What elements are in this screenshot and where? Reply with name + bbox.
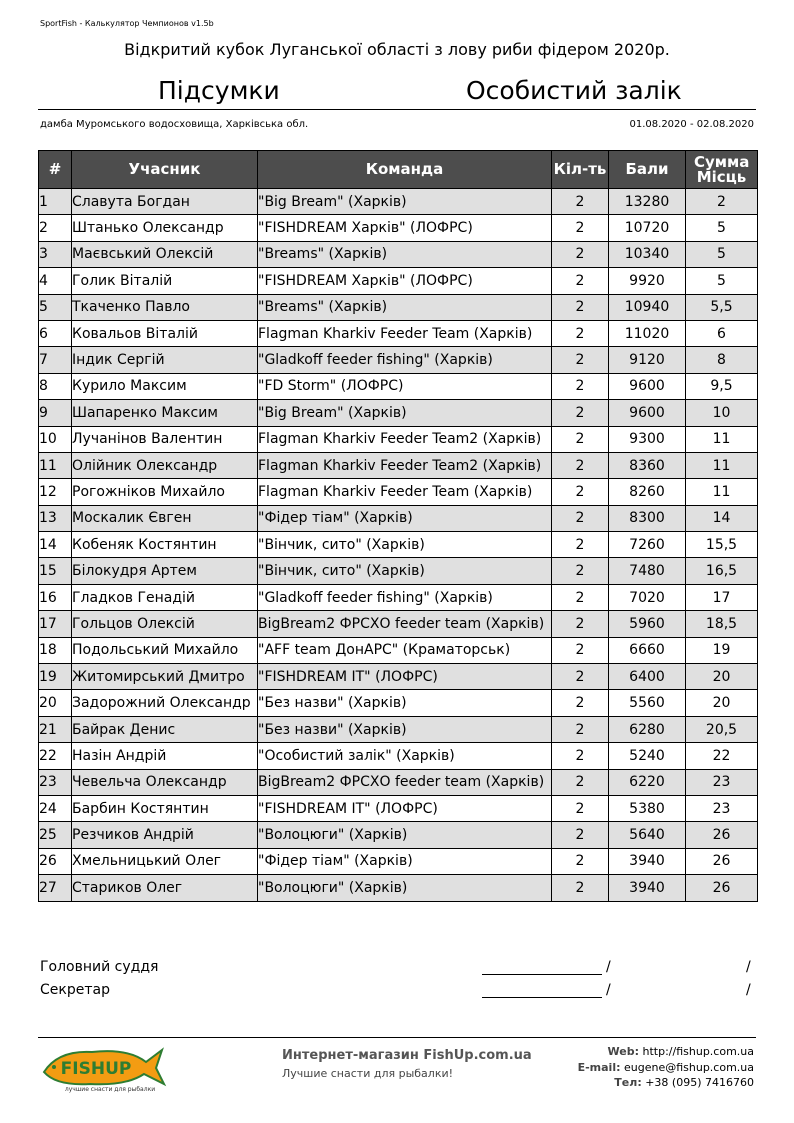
- cell-points: 5560: [609, 690, 686, 716]
- table-row: [39, 373, 758, 399]
- cell-participant: Житомирський Дмитро: [72, 664, 258, 690]
- cell-place-sum: 5: [686, 268, 758, 294]
- table-row: [39, 505, 758, 531]
- cell-team: "Big Bream" (Харків): [258, 400, 552, 426]
- cell-points: 6400: [609, 664, 686, 690]
- fish-icon: [38, 1042, 168, 1094]
- cell-count: 2: [552, 611, 609, 637]
- cell-count: 2: [552, 320, 609, 346]
- cell-participant: Москалик Євген: [72, 505, 258, 531]
- web-link[interactable]: http://fishup.com.ua: [642, 1045, 754, 1058]
- cell-number: 24: [39, 795, 72, 821]
- cell-participant: Голик Віталій: [72, 268, 258, 294]
- fishup-logo: [38, 1042, 168, 1094]
- cell-count: 2: [552, 268, 609, 294]
- cell-participant: Індик Сергій: [72, 347, 258, 373]
- cell-team: "FISHDREAM IT" (ЛОФРС): [258, 664, 552, 690]
- cell-participant: Стариков Олег: [72, 875, 258, 901]
- table-row: [39, 822, 758, 848]
- cell-count: 2: [552, 373, 609, 399]
- web-label: Web:: [607, 1045, 640, 1058]
- cell-place-sum: 19: [686, 637, 758, 663]
- cell-participant: Чевельча Олександр: [72, 769, 258, 795]
- cell-participant: Курило Максим: [72, 373, 258, 399]
- cell-place-sum: 10: [686, 400, 758, 426]
- venue: дамба Муромського водосховища, Харківська обл.: [40, 119, 309, 130]
- cell-participant: Славута Богдан: [72, 189, 258, 215]
- cell-team: "Вінчик, сито" (Харків): [258, 558, 552, 584]
- cell-number: 5: [39, 294, 72, 320]
- cell-number: 15: [39, 558, 72, 584]
- cell-points: 9920: [609, 268, 686, 294]
- cell-count: 2: [552, 743, 609, 769]
- phone-number: +38 (095) 7416760: [645, 1076, 754, 1089]
- table-row: [39, 848, 758, 874]
- cell-team: "Gladkoff feeder fishing" (Харків): [258, 347, 552, 373]
- cell-number: 27: [39, 875, 72, 901]
- cell-participant: Кобеняк Костянтин: [72, 532, 258, 558]
- cell-team: "Без назви" (Харків): [258, 716, 552, 742]
- cell-team: "Без назви" (Харків): [258, 690, 552, 716]
- table-row: [39, 347, 758, 373]
- cell-place-sum: 20: [686, 664, 758, 690]
- cell-number: 13: [39, 505, 72, 531]
- cell-team: Flagman Kharkiv Feeder Team (Харків): [258, 320, 552, 346]
- cell-points: 13280: [609, 189, 686, 215]
- table-row: [39, 584, 758, 610]
- svg-text:лучшие снасти для рыбалки: лучшие снасти для рыбалки: [64, 1086, 156, 1093]
- table-row: [39, 637, 758, 663]
- cell-place-sum: 26: [686, 822, 758, 848]
- cell-points: 5240: [609, 743, 686, 769]
- cell-count: 2: [552, 664, 609, 690]
- table-row: [39, 769, 758, 795]
- cell-team: "FD Storm" (ЛОФРС): [258, 373, 552, 399]
- cell-team: "Gladkoff feeder fishing" (Харків): [258, 584, 552, 610]
- table-row: [39, 189, 758, 215]
- cell-participant: Задорожний Олександр: [72, 690, 258, 716]
- cell-points: 3940: [609, 875, 686, 901]
- cell-team: "Breams" (Харків): [258, 294, 552, 320]
- cell-place-sum: 17: [686, 584, 758, 610]
- cell-participant: Білокудря Артем: [72, 558, 258, 584]
- cell-team: BigBream2 ФРСХО feeder team (Харків): [258, 611, 552, 637]
- cell-points: 3940: [609, 848, 686, 874]
- cell-participant: Ковальов Віталій: [72, 320, 258, 346]
- table-row: [39, 320, 758, 346]
- cell-number: 26: [39, 848, 72, 874]
- col-header-points: Бали: [609, 151, 686, 189]
- cell-number: 16: [39, 584, 72, 610]
- cell-number: 10: [39, 426, 72, 452]
- app-version: SportFish - Калькулятор Чемпионов v1.5b: [40, 19, 214, 28]
- cell-count: 2: [552, 848, 609, 874]
- cell-points: 7480: [609, 558, 686, 584]
- cell-participant: Олійник Олександр: [72, 452, 258, 478]
- cell-count: 2: [552, 479, 609, 505]
- cell-participant: Гладков Генадій: [72, 584, 258, 610]
- cell-place-sum: 11: [686, 426, 758, 452]
- cell-place-sum: 11: [686, 479, 758, 505]
- table-row: [39, 611, 758, 637]
- cell-place-sum: 5: [686, 241, 758, 267]
- results-body: [39, 189, 758, 902]
- contacts-block: [578, 1044, 754, 1091]
- cell-participant: Штанько Олександр: [72, 215, 258, 241]
- svg-text:FISHUP: FISHUP: [60, 1059, 132, 1079]
- table-row: [39, 716, 758, 742]
- mode-title: Особистий залік: [466, 76, 682, 105]
- cell-number: 14: [39, 532, 72, 558]
- table-row: [39, 558, 758, 584]
- cell-place-sum: 11: [686, 452, 758, 478]
- cell-number: 3: [39, 241, 72, 267]
- cell-points: 8360: [609, 452, 686, 478]
- cell-participant: Резчиков Андрій: [72, 822, 258, 848]
- judge-slash-2: /: [746, 959, 751, 975]
- cell-place-sum: 5,5: [686, 294, 758, 320]
- secretary-signature-line: [482, 997, 602, 998]
- cell-points: 9300: [609, 426, 686, 452]
- cell-points: 9120: [609, 347, 686, 373]
- cell-team: Flagman Kharkiv Feeder Team2 (Харків): [258, 452, 552, 478]
- cell-place-sum: 16,5: [686, 558, 758, 584]
- cell-points: 6220: [609, 769, 686, 795]
- cell-count: 2: [552, 558, 609, 584]
- cell-count: 2: [552, 875, 609, 901]
- cell-team: "Волоцюги" (Харків): [258, 875, 552, 901]
- cell-team: "FISHDREAM Харків" (ЛОФРС): [258, 215, 552, 241]
- cell-participant: Хмельницький Олег: [72, 848, 258, 874]
- event-dates: 01.08.2020 - 02.08.2020: [629, 119, 754, 130]
- cup-title: Відкритий кубок Луганської області з лову риби фідером 2020р.: [124, 40, 670, 59]
- cell-points: 5640: [609, 822, 686, 848]
- cell-participant: Назін Андрій: [72, 743, 258, 769]
- cell-team: "Особистий залік" (Харків): [258, 743, 552, 769]
- col-header-count: Кіл-ть: [552, 151, 609, 189]
- table-row: [39, 400, 758, 426]
- table-row: [39, 294, 758, 320]
- cell-points: 5960: [609, 611, 686, 637]
- cell-number: 2: [39, 215, 72, 241]
- cell-points: 9600: [609, 373, 686, 399]
- cell-count: 2: [552, 690, 609, 716]
- cell-count: 2: [552, 215, 609, 241]
- cell-number: 25: [39, 822, 72, 848]
- judge-slash-1: /: [606, 959, 611, 975]
- cell-team: "Big Bream" (Харків): [258, 189, 552, 215]
- cell-place-sum: 22: [686, 743, 758, 769]
- cell-number: 18: [39, 637, 72, 663]
- cell-number: 1: [39, 189, 72, 215]
- cell-place-sum: 2: [686, 189, 758, 215]
- cell-points: 8260: [609, 479, 686, 505]
- cell-place-sum: 9,5: [686, 373, 758, 399]
- cell-number: 7: [39, 347, 72, 373]
- cell-points: 10340: [609, 241, 686, 267]
- cell-count: 2: [552, 637, 609, 663]
- cell-team: "Вінчик, сито" (Харків): [258, 532, 552, 558]
- cell-number: 20: [39, 690, 72, 716]
- cell-number: 8: [39, 373, 72, 399]
- tel-label: Тел:: [614, 1076, 642, 1089]
- table-row: [39, 241, 758, 267]
- cell-number: 19: [39, 664, 72, 690]
- cell-place-sum: 8: [686, 347, 758, 373]
- table-row: [39, 532, 758, 558]
- cell-points: 6660: [609, 637, 686, 663]
- col-header-participant: Учасник: [72, 151, 258, 189]
- cell-participant: Ткаченко Павло: [72, 294, 258, 320]
- cell-participant: Подольський Михайло: [72, 637, 258, 663]
- table-row: [39, 215, 758, 241]
- results-table: [38, 150, 758, 902]
- cell-points: 7260: [609, 532, 686, 558]
- cell-number: 21: [39, 716, 72, 742]
- cell-number: 11: [39, 452, 72, 478]
- cell-participant: Лучанінов Валентин: [72, 426, 258, 452]
- cell-team: "FISHDREAM Харків" (ЛОФРС): [258, 268, 552, 294]
- cell-team: Flagman Kharkiv Feeder Team (Харків): [258, 479, 552, 505]
- cell-number: 17: [39, 611, 72, 637]
- cell-participant: Байрак Денис: [72, 716, 258, 742]
- table-row: [39, 426, 758, 452]
- shop-name: Интернет-магазин FishUp.com.ua: [282, 1048, 532, 1063]
- cell-count: 2: [552, 716, 609, 742]
- table-row: [39, 452, 758, 478]
- secretary-slash-2: /: [746, 982, 751, 998]
- cell-number: 9: [39, 400, 72, 426]
- cell-team: "AFF team ДонАРС" (Краматорськ): [258, 637, 552, 663]
- section-title: Підсумки: [158, 76, 280, 105]
- cell-place-sum: 20: [686, 690, 758, 716]
- cell-points: 9600: [609, 400, 686, 426]
- table-row: [39, 795, 758, 821]
- cell-points: 5380: [609, 795, 686, 821]
- table-row: [39, 875, 758, 901]
- cell-count: 2: [552, 241, 609, 267]
- cell-points: 7020: [609, 584, 686, 610]
- cell-number: 12: [39, 479, 72, 505]
- cell-place-sum: 23: [686, 795, 758, 821]
- cell-place-sum: 6: [686, 320, 758, 346]
- email-link[interactable]: eugene@fishup.com.ua: [623, 1060, 754, 1074]
- cell-place-sum: 5: [686, 215, 758, 241]
- cell-number: 6: [39, 320, 72, 346]
- cell-place-sum: 23: [686, 769, 758, 795]
- col-header-number: #: [39, 151, 72, 189]
- table-row: [39, 479, 758, 505]
- cell-place-sum: 20,5: [686, 716, 758, 742]
- col-header-team: Команда: [258, 151, 552, 189]
- cell-count: 2: [552, 426, 609, 452]
- header-divider: [38, 109, 756, 110]
- cell-points: 6280: [609, 716, 686, 742]
- cell-count: 2: [552, 347, 609, 373]
- cell-points: 10940: [609, 294, 686, 320]
- cell-team: Flagman Kharkiv Feeder Team2 (Харків): [258, 426, 552, 452]
- judge-signature-line: [482, 974, 602, 975]
- cell-count: 2: [552, 795, 609, 821]
- cell-number: 23: [39, 769, 72, 795]
- cell-number: 22: [39, 743, 72, 769]
- table-row: [39, 664, 758, 690]
- cell-participant: Гольцов Олексій: [72, 611, 258, 637]
- table-row: [39, 743, 758, 769]
- cell-place-sum: 15,5: [686, 532, 758, 558]
- secretary-label: Секретар: [40, 982, 110, 998]
- cell-participant: Шапаренко Максим: [72, 400, 258, 426]
- cell-count: 2: [552, 769, 609, 795]
- cell-count: 2: [552, 294, 609, 320]
- col-header-place-sum: Сумма Місць: [686, 151, 758, 189]
- cell-points: 10720: [609, 215, 686, 241]
- table-row: [39, 690, 758, 716]
- cell-team: "FISHDREAM IT" (ЛОФРС): [258, 795, 552, 821]
- cell-team: BigBream2 ФРСХО feeder team (Харків): [258, 769, 552, 795]
- cell-team: "Фідер тіам" (Харків): [258, 848, 552, 874]
- cell-participant: Барбин Костянтин: [72, 795, 258, 821]
- cell-team: "Breams" (Харків): [258, 241, 552, 267]
- cell-participant: Рогожніков Михайло: [72, 479, 258, 505]
- cell-place-sum: 26: [686, 848, 758, 874]
- cell-participant: Маєвський Олексій: [72, 241, 258, 267]
- table-header-row: [39, 151, 758, 189]
- secretary-slash-1: /: [606, 982, 611, 998]
- cell-count: 2: [552, 532, 609, 558]
- cell-count: 2: [552, 822, 609, 848]
- cell-place-sum: 26: [686, 875, 758, 901]
- cell-count: 2: [552, 400, 609, 426]
- cell-count: 2: [552, 584, 609, 610]
- cell-count: 2: [552, 452, 609, 478]
- cell-count: 2: [552, 189, 609, 215]
- cell-team: "Волоцюги" (Харків): [258, 822, 552, 848]
- email-label: E-mail:: [577, 1060, 621, 1074]
- cell-place-sum: 14: [686, 505, 758, 531]
- cell-count: 2: [552, 505, 609, 531]
- footer-divider: [38, 1037, 756, 1038]
- cell-points: 11020: [609, 320, 686, 346]
- judge-label: Головний суддя: [40, 959, 159, 975]
- cell-place-sum: 18,5: [686, 611, 758, 637]
- cell-points: 8300: [609, 505, 686, 531]
- table-row: [39, 268, 758, 294]
- cell-number: 4: [39, 268, 72, 294]
- shop-tagline: Лучшие снасти для рыбалки!: [282, 1067, 454, 1080]
- cell-team: "Фідер тіам" (Харків): [258, 505, 552, 531]
